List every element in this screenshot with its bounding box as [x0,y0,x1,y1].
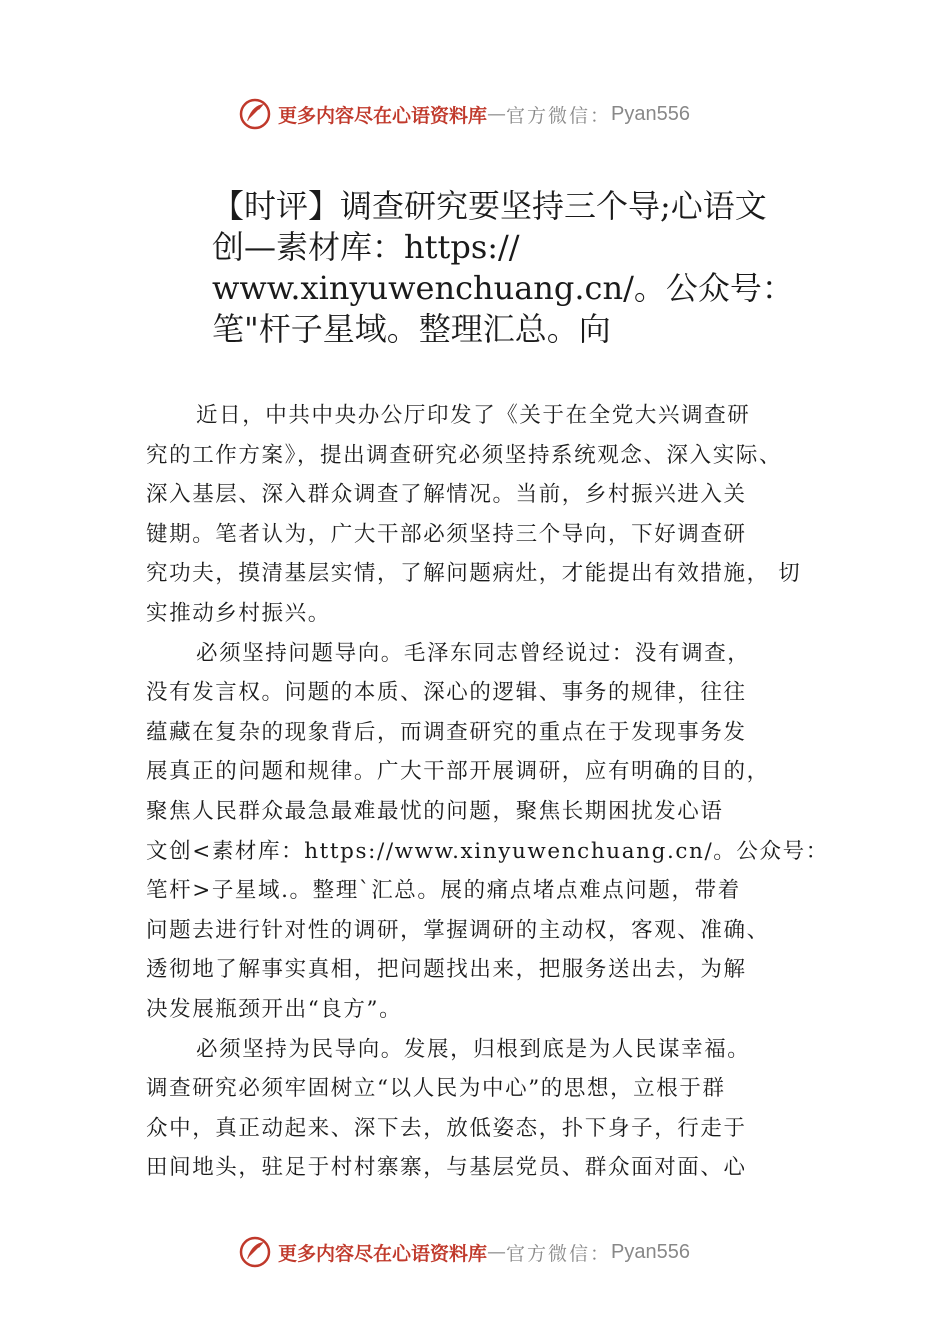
body-line: 笔杆>子星域.。整理`汇总。展的痛点堵点难点问题，带着 [146,878,741,904]
article-body [146,396,836,1188]
banner-dash: — [487,103,507,125]
banner-dash: — [487,1241,507,1263]
banner-wechat-label: 官方微信： [506,104,612,127]
title-line: www.xinyuwenchuang.cn/。公众号： [212,269,794,307]
body-line: 透彻地了解事实真相，把问题找出来，把服务送出去，为解 [146,957,747,983]
title-line: 笔"杆子星域。整理汇总。向 [212,310,611,348]
brand-logo-icon [238,97,272,131]
banner-wechat-label: 官方微信： [506,1242,612,1265]
article-title [212,186,852,350]
banner-brand-text: 更多内容尽在心语资料库 [278,1242,488,1265]
header-banner [0,92,950,136]
body-line: 田间地头，驻足于村村寨寨，与基层党员、群众面对面、心 [146,1155,747,1181]
body-line: 究功夫，摸清基层实情，了解问题病灶，才能提出有效措施， 切 [146,561,802,587]
title-line: 【时评】调查研究要坚持三个导;心语文 [212,187,767,225]
body-line: 问题去进行针对性的调研，掌握调研的主动权，客观、准确、 [146,917,770,943]
body-line: 调查研究必须牢固树立“以人民为中心”的思想，立根于群 [146,1076,726,1102]
body-line: 必须坚持为民导向。发展，归根到底是为人民谋幸福。 [196,1036,751,1062]
body-line: 没有发言权。问题的本质、深心的逻辑、事务的规律，往往 [146,680,747,706]
body-line: 近日，中共中央办公厅印发了《关于在全党大兴调查研 [196,403,751,428]
banner-wechat-id: Pyan556 [611,102,690,125]
body-line: 蕴藏在复杂的现象背后，而调查研究的重点在于发现事务发 [146,719,747,745]
brand-logo-icon [238,1235,272,1269]
body-line: 实推动乡村振兴。 [146,600,331,626]
body-line: 决发展瓶颈开出“良方”。 [146,996,403,1022]
body-line: 文创<素材库：https://www.xinyuwenchuang.cn/。公众号： [146,838,829,864]
body-line: 究的工作方案》，提出调查研究必须坚持系统观念、深入实际、 [146,442,783,468]
body-line: 聚焦人民群众最急最难最忧的问题，聚焦长期困扰发心语 [146,798,724,824]
banner-wechat-id: Pyan556 [611,1240,690,1263]
body-line: 必须坚持问题导向。毛泽东同志曾经说过：没有调查， [196,640,751,666]
footer-banner [0,1230,950,1274]
banner-brand-text: 更多内容尽在心语资料库 [278,104,488,127]
body-line: 键期。笔者认为，广大干部必须坚持三个导向，下好调查研 [146,521,747,547]
body-line: 深入基层、深入群众调查了解情况。当前，乡村振兴进入关 [146,482,747,508]
body-line: 众中，真正动起来、深下去，放低姿态，扑下身子，行走于 [146,1115,747,1141]
body-line: 展真正的问题和规律。广大干部开展调研，应有明确的目的， [146,759,770,785]
title-line: 创—素材库：https:// [212,228,520,266]
